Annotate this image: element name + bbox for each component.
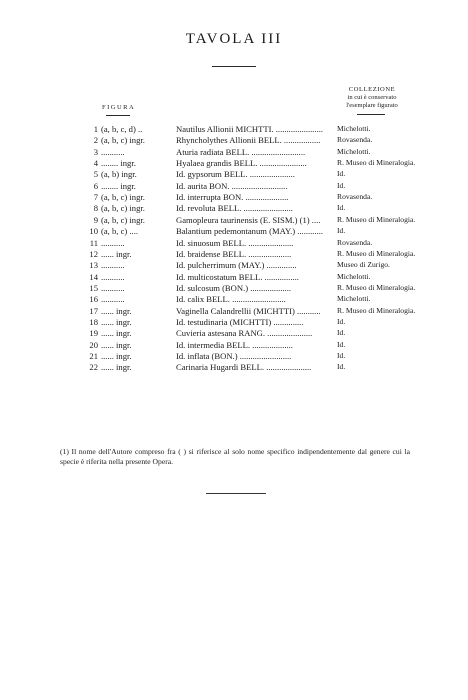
figure-number: 19	[89, 328, 98, 339]
collection-name: R. Museo di Mineralogia.	[337, 158, 416, 168]
figure-views: ...........	[101, 237, 125, 248]
table-row	[84, 340, 424, 352]
figure-number: 21	[89, 351, 98, 361]
collection-name: Id.	[337, 316, 346, 326]
figure-number: 2	[93, 135, 98, 146]
collection-name: R. Museo di Mineralogia.	[337, 282, 416, 292]
collection-name: R. Museo di Mineralogia.	[337, 214, 416, 224]
species-name: Id. aurita BON. ..........................	[176, 180, 288, 191]
species-name: Id. revoluta BELL. .......................	[176, 203, 293, 214]
figure-number: 5	[93, 169, 98, 180]
table-row	[84, 249, 424, 261]
species-name: Vaginella Calandrellii (MICHTTI) ...........	[176, 305, 321, 316]
collection-name: Id.	[337, 226, 346, 236]
collection-name: Id.	[337, 180, 346, 190]
species-name: Id. gypsorum BELL. .....................	[176, 169, 295, 180]
figure-views: ...... ingr.	[101, 351, 132, 361]
collection-name: Michelotti.	[337, 146, 371, 156]
collection-name: Museo di Zurigo.	[337, 260, 390, 270]
figure-views: ...... ingr.	[101, 316, 132, 327]
figure-views: ...........	[101, 271, 125, 282]
collection-name: Id.	[337, 169, 346, 179]
figure-views: ...... ingr.	[101, 305, 132, 316]
bottom-rule	[206, 493, 266, 494]
table-row	[84, 226, 424, 238]
species-name: Id. interrupta BON. ....................	[176, 192, 289, 203]
collection-name: R. Museo di Mineralogia.	[337, 248, 416, 258]
table-row	[84, 158, 424, 170]
figure-number: 8	[93, 203, 98, 214]
figure-number: 13	[89, 260, 98, 271]
species-name: Hyalaea grandis BELL. ......................	[176, 158, 307, 169]
collection-name: Michelotti.	[337, 294, 371, 304]
figure-views: ...........	[101, 294, 125, 305]
species-name: Id. multicostatum BELL. ................	[176, 271, 299, 282]
collection-name: Id.	[337, 362, 346, 372]
figure-number: 16	[89, 294, 98, 305]
species-name: Id. intermedia BELL. ...................	[176, 339, 293, 350]
collection-name: Michelotti.	[337, 124, 371, 133]
figura-column-header: FIGURA	[102, 104, 136, 111]
figure-views: ........ ingr.	[101, 158, 136, 169]
species-name: Gamopleura taurinensis (E. SISM.) (1) ....	[176, 214, 321, 225]
figure-views: (a, b, c) ingr.	[101, 203, 145, 214]
species-name: Id. testudinaria (MICHTTI) ..............	[176, 316, 304, 327]
figure-views: (a, b, c) ingr.	[101, 192, 145, 203]
species-name: Id. sulcosum (BON.) ...................	[176, 282, 292, 293]
figure-views: ...........	[101, 260, 125, 271]
species-name: Id. braidense BELL. ....................	[176, 248, 292, 259]
collezione-label: COLLEZIONE	[348, 86, 396, 93]
figure-number: 10	[89, 226, 98, 237]
title-rule	[212, 66, 256, 67]
figure-views: (a, b, c) ingr.	[101, 135, 145, 146]
page-title: TAVOLA III	[185, 31, 283, 47]
figure-number: 7	[93, 192, 98, 203]
collection-name: Id.	[337, 351, 346, 360]
figure-number: 4	[93, 158, 98, 169]
table-row	[84, 124, 424, 136]
figure-views: (a, b, c, d) ..	[101, 124, 143, 134]
table-row	[84, 192, 424, 204]
figure-views: ........ ingr.	[101, 180, 136, 191]
table-row	[84, 147, 424, 159]
table-row	[84, 317, 424, 329]
table-row	[84, 351, 424, 363]
figure-views: ...........	[101, 146, 125, 157]
table-row	[84, 294, 424, 306]
collection-name: Michelotti.	[337, 271, 371, 281]
figure-number: 15	[89, 282, 98, 293]
species-name: Cuvieria astesana RANG. .....................	[176, 328, 313, 339]
figure-number: 12	[89, 248, 98, 259]
footnote: (1) Il nome dell'Autore compreso fra ( ) si riferisce al solo nome specifico indipendentemente dal genere cui la specie è riferita nella presente Opera.	[60, 447, 410, 466]
figure-number: 18	[89, 316, 98, 327]
table-row	[84, 215, 424, 227]
collection-name: Rovasenda.	[337, 237, 373, 247]
table-row	[84, 260, 424, 272]
figure-number: 11	[89, 237, 98, 248]
species-name: Id. pulcherrimum (MAY.) ..............	[176, 260, 297, 271]
table-row	[84, 283, 424, 295]
collezione-subtitle-1: in cui è conservato	[347, 94, 397, 101]
figure-views: (a, b) ingr.	[101, 169, 137, 180]
table-row	[84, 238, 424, 250]
figure-number: 20	[89, 339, 98, 350]
species-name: Balantium pedemontanum (MAY.) ............	[176, 226, 324, 237]
table-row	[84, 306, 424, 318]
table-row	[84, 272, 424, 284]
collezione-column-header	[328, 86, 416, 110]
species-name: Rhyncholythes Allionii BELL. .................	[176, 135, 321, 146]
species-name: Nautilus Allionii MICHTTI. ......................	[176, 124, 324, 134]
table-row	[84, 181, 424, 193]
figure-number: 17	[89, 305, 98, 316]
figure-number: 1	[93, 124, 98, 134]
figure-number: 22	[89, 362, 98, 373]
table-row	[84, 135, 424, 147]
table-row	[84, 203, 424, 215]
table-row	[84, 328, 424, 340]
species-name: Id. inflata (BON.) ........................	[176, 351, 292, 361]
collection-name: Rovasenda.	[337, 135, 373, 145]
collezione-subtitle-2: l'esemplare figurato	[346, 102, 398, 109]
figure-views: (a, b, c) ingr.	[101, 214, 145, 225]
collection-name: Rovasenda.	[337, 192, 373, 202]
table-row	[84, 362, 424, 374]
species-name: Id. calix BELL. .........................	[176, 294, 286, 305]
figure-number: 14	[89, 271, 98, 282]
figure-views: (a, b, c) ....	[101, 226, 138, 237]
collection-name: Id.	[337, 203, 346, 213]
figure-number: 3	[93, 146, 98, 157]
species-name: Carinaria Hugardi BELL. .....................	[176, 362, 312, 373]
figura-header-rule	[106, 115, 130, 116]
collection-name: Id.	[337, 339, 346, 349]
figure-number: 9	[93, 214, 98, 225]
collection-name: R. Museo di Mineralogia.	[337, 305, 416, 315]
figure-views: ...... ingr.	[101, 248, 132, 259]
table-row	[84, 169, 424, 181]
figure-number: 6	[93, 180, 98, 191]
collezione-header-rule	[357, 114, 385, 115]
figure-views: ...... ingr.	[101, 328, 132, 339]
figure-views: ...........	[101, 282, 125, 293]
collection-name: Id.	[337, 328, 346, 338]
species-name: Id. sinuosum BELL. .....................	[176, 237, 294, 248]
species-name: Aturia radiata BELL. .........................	[176, 146, 306, 157]
figure-views: ...... ingr.	[101, 339, 132, 350]
figure-views: ...... ingr.	[101, 362, 132, 373]
